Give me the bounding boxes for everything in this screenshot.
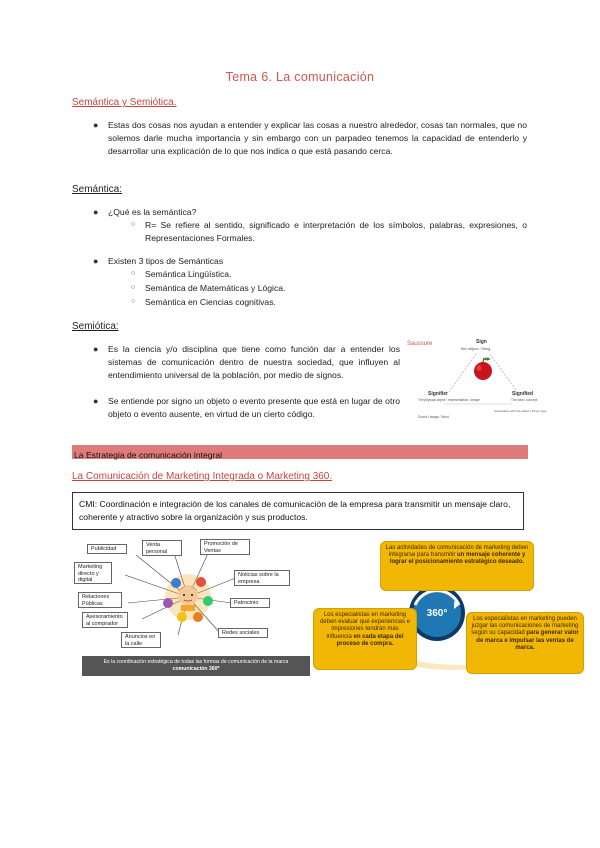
diagram-saussure-label: Saussure (407, 341, 433, 347)
caption-line-1: Es la coordinación estratégica de todas las formas de comunicación de la marca (103, 659, 289, 665)
page-title: Tema 6. La comunicación (225, 70, 375, 84)
intro-paragraph: Estas dos cosas nos ayudan a entender y explicar las cosas a nuestro alrededor, cosas tan normales, que no solemos darle mucha importancia y sin embargo con un parpadeo tenemos la capacidad de entenderlo y desarrollar una explicación de lo que nos indica o que está pasando cerca. (108, 120, 527, 157)
sub-bullet: ○ (131, 221, 136, 228)
semantica-type-2: Semántica de Matemáticas y Lógica. (145, 283, 286, 293)
channel-anuncios-calle: Anuncios en la calle (121, 632, 161, 648)
semantica-types-intro: Existen 3 tipos de Semánticas (108, 256, 224, 266)
band-text: La Estrategia de comunicación integral (74, 450, 223, 460)
circle-label: 360° (426, 608, 448, 619)
channel-relaciones-publicas: Relaciones Públicas (78, 592, 122, 608)
yellow-box-purchase-stages (313, 608, 417, 670)
semantica-type-3: Semántica en Ciencias cognitivas. (145, 297, 276, 307)
top-box-text: Las actividades de comunicación de marketing deben integrarse para transmitir (385, 545, 529, 559)
left-box-bold: en cada etapa del proceso de compra. (336, 633, 404, 647)
bullet-dot: ● (93, 120, 99, 130)
sub-bullet: ○ (131, 284, 136, 291)
semantica-question: ¿Qué es la semántica? (108, 207, 197, 217)
diagram-signifier-label: Signifier (428, 391, 449, 397)
bullet-dot: ● (93, 256, 99, 266)
top-box-bold: un mensaje coherente y lograr el posicionamiento estratégico deseado. (389, 552, 526, 566)
person-hub-icon (163, 574, 213, 622)
channel-promocion-ventas: Promoción de Ventas (200, 539, 250, 555)
caption-line-2: comunicación 360º (172, 666, 220, 672)
sub-bullet: ○ (131, 270, 136, 277)
channel-marketing-directo: Marketing directo y digital (74, 562, 112, 584)
sub-bullet: ○ (131, 298, 136, 305)
semiotica-bullet-2: Se entiende por signo un objeto o evento presente que está en lugar de otro objeto o evento ausente, en virtud de un cierto código. (108, 396, 400, 420)
channel-redes-sociales: Redes sociales (218, 628, 268, 638)
semiotica-bullet-1: Es la ciencia y/o disciplina que tiene como función dar a entender los sistemas de comunicación dentro de nuestra sociedad, que influyen al entendimiento universal de la población, por medio de signos. (108, 344, 400, 381)
saussure-sign-diagram (404, 334, 547, 426)
right-box-bold: para generar valor de marca e impulsar las ventas de marca. (476, 630, 579, 651)
left-box-text: Los especialistas en marketing deben evaluar qué experiencias e impresiones tendrán más influencia (319, 612, 411, 640)
diagram-bottom-right: Association with the object / thing / sign (494, 409, 547, 413)
channel-asesoramiento: Asesoramiento al comprador (82, 612, 128, 628)
section-heading-semantica: Semántica: (72, 184, 123, 195)
channel-noticias-empresa: Noticias sobre la empresa (234, 570, 290, 586)
section-heading-semantica-semiotica: Semántica y Semiótica. (72, 97, 177, 108)
cmi-definition-box: CMI: Coordinación e integración de los canales de comunicación de la empresa para transmitir un mensaje claro, coherente y atractivo sobre la organización y sus productos. (72, 492, 524, 530)
section-heading-semiotica: Semiótica: (72, 321, 119, 332)
channel-venta-personal: Venta personal (142, 540, 182, 556)
channel-patrocinio: Patrocinio (230, 598, 270, 608)
right-box-text: Los especialistas en marketing pueden juzgar las comunicaciones de marketing según su capacidad (471, 616, 579, 637)
yellow-box-coherent-message (380, 541, 534, 591)
diagram-signifier-sub: The physical object / representation / image (418, 398, 480, 402)
semantica-answer: R= Se refiere al sentido, significado e interpretación de los símbolos, palabras, expresiones, o Representaciones Formales. (145, 220, 527, 244)
bullet-dot: ● (93, 344, 99, 354)
diagram-sign-label: Sign (476, 339, 487, 345)
marketing-heading: La Comunicación de Marketing Integrada o Marketing 360. (72, 471, 333, 482)
bullet-dot: ● (93, 396, 99, 406)
yellow-box-brand-value (466, 612, 584, 674)
diagram-signified-sub: The idea / concept (511, 398, 538, 402)
channel-publicidad: Publicidad (87, 544, 127, 554)
apple-icon (474, 358, 492, 380)
section-band (72, 445, 528, 459)
diagram-signified-label: Signified (512, 391, 534, 397)
bullet-dot: ● (93, 207, 99, 217)
360-circle-icon (409, 585, 465, 641)
semantica-type-1: Semántica Lingüística. (145, 269, 232, 279)
diagram-bottom-left: Sound / image / Word (418, 415, 449, 419)
diagram-sign-sub: the object / thing (461, 346, 491, 351)
marketing-360-caption (82, 656, 310, 676)
